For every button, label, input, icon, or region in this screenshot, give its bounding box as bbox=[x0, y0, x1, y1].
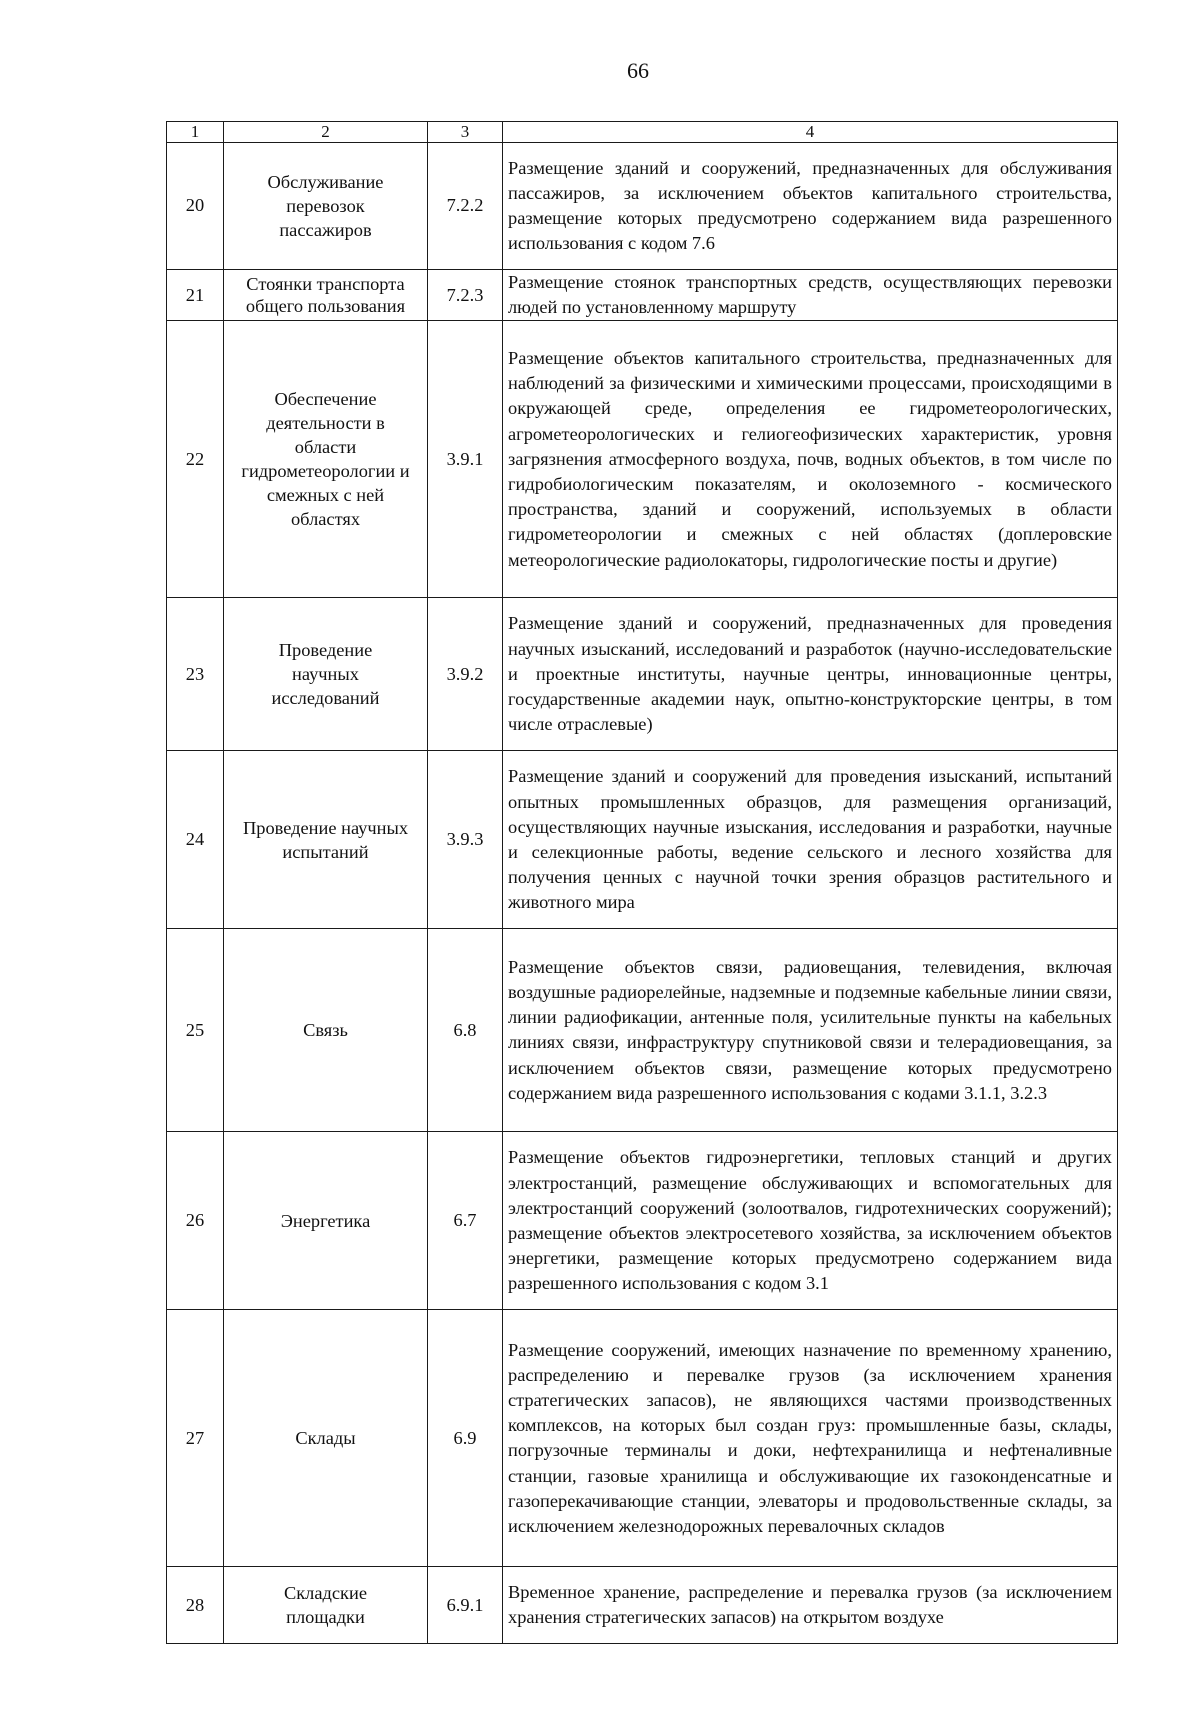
use-type-description: Размещение сооружений, имеющих назначение по временному хранению, распределению и перевалке грузов (за исключением хранения стратегических запасов), не являющихся частями производственных комплексов, на которых был создан груз: промышленные базы, склады, погрузочные терминалы и доки, нефтехранилища и нефтеналивные станции, газовые хранилища и обслуживающие их газоконденсатные и газоперекачивающие станции, элеваторы и продовольственные склады, за исключением железнодорожных перевалочных складов bbox=[503, 1310, 1118, 1567]
use-type-description: Размещение объектов капитального строительства, предназначенных для наблюдений за физическими и химическими процессами, происходящими в окружающей среде, определения ее гидрометеорологических, агрометеорологических и гелиогеофизических характеристик, уровня загрязнения атмосферного воздуха, почв, водных объектов, в том числе по гидробиологическим показателям, и околоземного - космического пространства, зданий и сооружений, используемых в области гидрометеорологии и смежных с ней областях (доплеровские метеорологические радиолокаторы, гидрологические посты и другие) bbox=[503, 321, 1118, 598]
use-type-name: Связь bbox=[224, 929, 428, 1132]
row-number: 28 bbox=[167, 1567, 224, 1644]
use-type-description: Размещение зданий и сооружений для проведения изысканий, испытаний опытных промышленных образцов, для размещения организаций, осуществляющих научные изыскания, исследования и разработки, научные и селекционные работы, ведение сельского и лесного хозяйства для получения ценных с научной точки зрения образцов растительного и животного мира bbox=[503, 751, 1118, 929]
table-row bbox=[167, 270, 1118, 321]
use-type-code: 6.8 bbox=[428, 929, 503, 1132]
use-type-description: Размещение стоянок транспортных средств, осуществляющих перевозки людей по установленному маршруту bbox=[503, 270, 1118, 321]
use-type-description: Размещение объектов связи, радиовещания, телевидения, включая воздушные радиорелейные, надземные и подземные кабельные линии связи, линии радиофикации, антенные поля, усилительные пункты на кабельных линиях связи, инфраструктуру спутниковой связи и телерадиовещания, за исключением объектов связи, размещение которых предусмотрено содержанием вида разрешенного использования с кодами 3.1.1, 3.2.3 bbox=[503, 929, 1118, 1132]
table-row bbox=[167, 929, 1118, 1132]
use-type-description: Размещение зданий и сооружений, предназначенных для обслуживания пассажиров, за исключением объектов капитального строительства, размещение которых предусмотрено содержанием вида разрешенного использования с кодом 7.6 bbox=[503, 143, 1118, 270]
use-type-name: Обеспечение деятельности в области гидрометеорологии и смежных с ней областях bbox=[224, 321, 428, 598]
use-type-description: Размещение зданий и сооружений, предназначенных для проведения научных изысканий, исследований и разработок (научно-исследовательские и проектные институты, научные центры, инновационные центры, государственные академии наук, опытно-конструкторские центры, в том числе отраслевые) bbox=[503, 598, 1118, 751]
use-type-name: Складские площадки bbox=[224, 1567, 428, 1644]
row-number: 22 bbox=[167, 321, 224, 598]
use-type-name: Склады bbox=[224, 1310, 428, 1567]
table-header-row bbox=[167, 122, 1118, 143]
row-number: 27 bbox=[167, 1310, 224, 1567]
use-type-code: 6.7 bbox=[428, 1132, 503, 1310]
use-type-name: Обслуживание перевозок пассажиров bbox=[224, 143, 428, 270]
use-type-code: 6.9.1 bbox=[428, 1567, 503, 1644]
use-type-code: 7.2.3 bbox=[428, 270, 503, 321]
table-row bbox=[167, 1132, 1118, 1310]
header-col-3: 3 bbox=[428, 122, 503, 143]
row-number: 21 bbox=[167, 270, 224, 321]
table-row bbox=[167, 1567, 1118, 1644]
table-row bbox=[167, 598, 1118, 751]
table-row bbox=[167, 143, 1118, 270]
land-use-table bbox=[166, 121, 1118, 1644]
table-row bbox=[167, 1310, 1118, 1567]
table-row bbox=[167, 321, 1118, 598]
row-number: 25 bbox=[167, 929, 224, 1132]
header-col-1: 1 bbox=[167, 122, 224, 143]
header-col-2: 2 bbox=[224, 122, 428, 143]
use-type-name: Стоянки транспорта общего пользования bbox=[224, 270, 428, 321]
row-number: 26 bbox=[167, 1132, 224, 1310]
use-type-code: 3.9.2 bbox=[428, 598, 503, 751]
page-number: 66 bbox=[627, 58, 649, 83]
use-type-code: 3.9.3 bbox=[428, 751, 503, 929]
use-type-name: Проведение научных исследований bbox=[224, 598, 428, 751]
row-number: 20 bbox=[167, 143, 224, 270]
row-number: 24 bbox=[167, 751, 224, 929]
use-type-description: Временное хранение, распределение и перевалка грузов (за исключением хранения стратегических запасов) на открытом воздухе bbox=[503, 1567, 1118, 1644]
use-type-name: Энергетика bbox=[224, 1132, 428, 1310]
use-type-code: 7.2.2 bbox=[428, 143, 503, 270]
table-row bbox=[167, 751, 1118, 929]
header-col-4: 4 bbox=[503, 122, 1118, 143]
use-type-code: 6.9 bbox=[428, 1310, 503, 1567]
row-number: 23 bbox=[167, 598, 224, 751]
use-type-name: Проведение научных испытаний bbox=[224, 751, 428, 929]
use-type-code: 3.9.1 bbox=[428, 321, 503, 598]
use-type-description: Размещение объектов гидроэнергетики, тепловых станций и других электростанций, размещение обслуживающих и вспомогательных для электростанций сооружений (золоотвалов, гидротехнических сооружений); размещение объектов электросетевого хозяйства, за исключением объектов энергетики, размещение которых предусмотрено содержанием вида разрешенного использования с кодом 3.1 bbox=[503, 1132, 1118, 1310]
